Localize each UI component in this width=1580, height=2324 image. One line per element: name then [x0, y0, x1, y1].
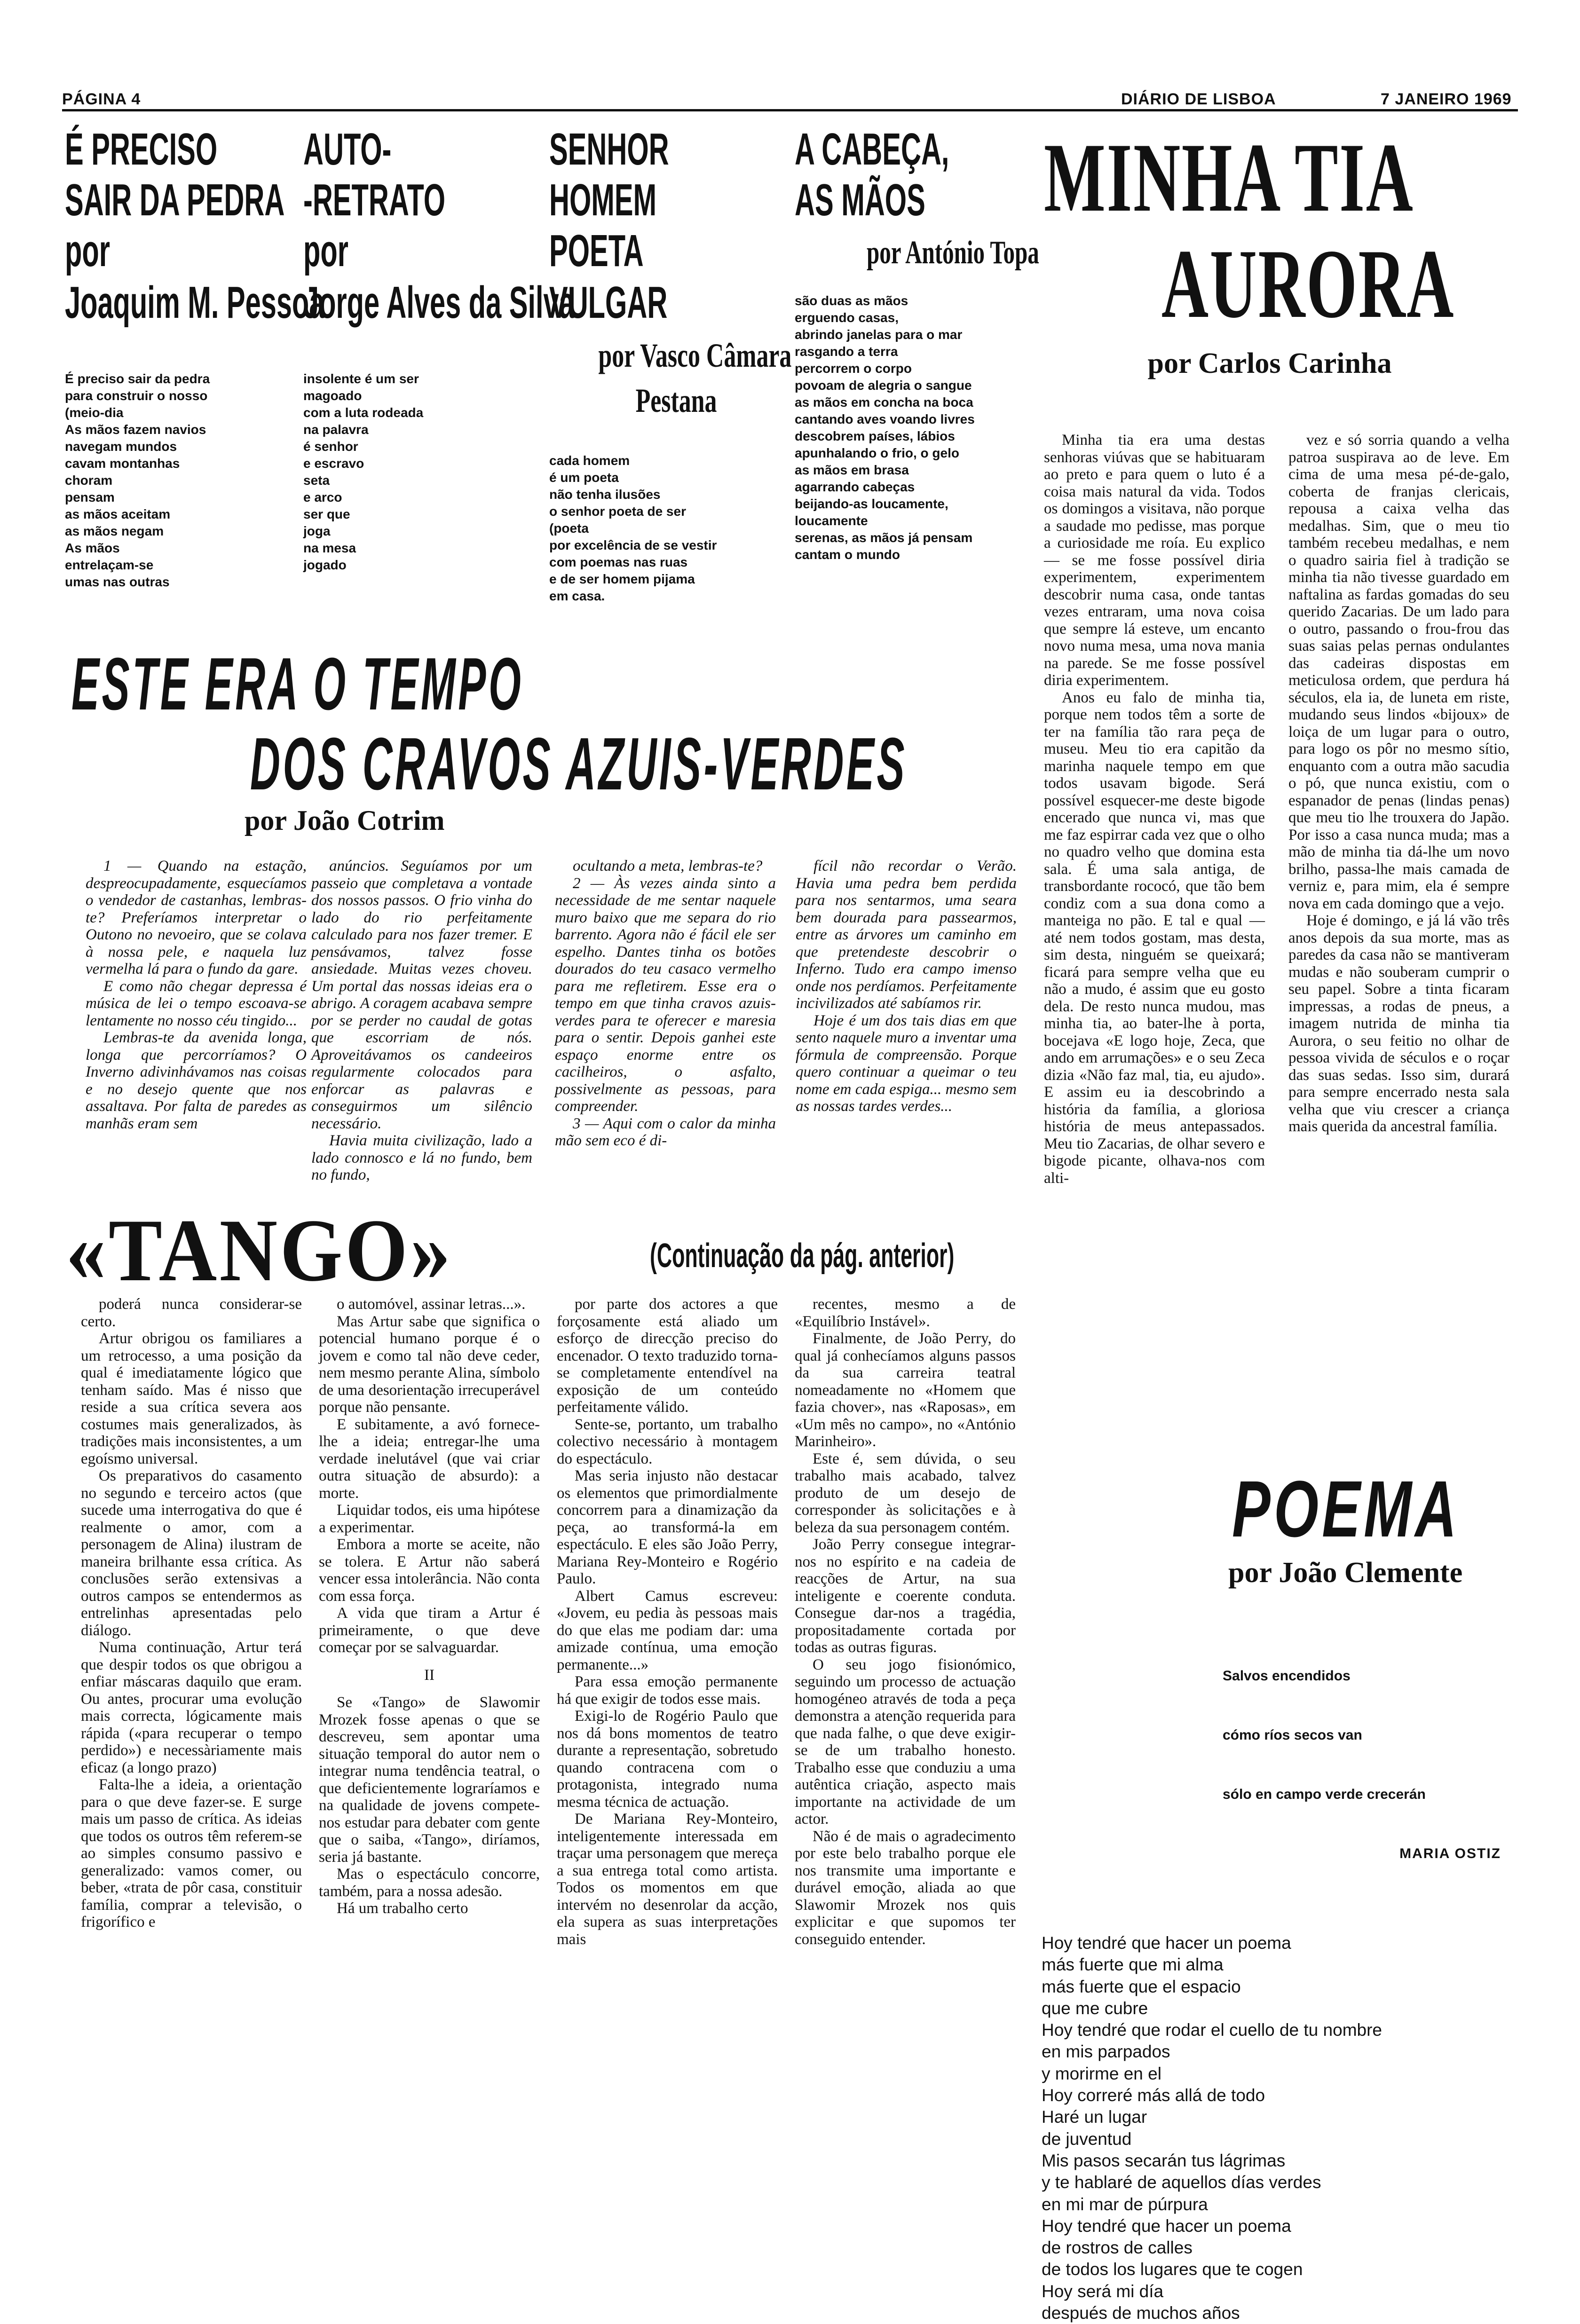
paragraph: O seu jogo fisionómico, seguindo um processo de actuação homogéneo através de toda a peça demonstra a atenção requerida para que nada falhe, o que deve exigir-se de um trabalho honesto. Trabalho esse que conduziu a uma autêntica criação, aspecto mais importante na actividade de um actor. — [795, 1656, 1016, 1828]
cravos-title-line: ESTE ERA O TEMPO — [71, 643, 524, 725]
page-number: PÁGINA 4 — [62, 90, 141, 108]
poem-title-line: A CABEÇA, — [795, 124, 949, 174]
verse-line: abrindo janelas para o mar — [795, 327, 963, 342]
verse-line: cantando aves voando livres — [795, 412, 975, 426]
paragraph: Mas seria injusto não destacar os elementos que primordialmente concorrem para a dinamização da peça, ao transformá-la em espectáculo. E eles são João Perry, Mariana Rey-Monteiro e Rogério Paulo. — [557, 1467, 778, 1587]
paragraph: ocultando a meta, lembras-te? — [573, 858, 763, 874]
paragraph: João Perry consegue integrar-nos no espírito e na cadeia de reacções de Artur, na sua inteligente e coerente conduta. Conseguе dar-nos a tragédia, propositadamente cortada por todas as outras figuras. — [795, 1536, 1016, 1656]
poem-title-line: HOMEM — [549, 175, 657, 225]
epigraph-line: cómo ríos secos van — [1223, 1727, 1362, 1743]
paragraph: Hoje é domingo, e já lá vão três anos depois da sua morte, mas as paredes da casa não se mantiveram mudas e não souberam cumprir o seu papel. Sobre a tinta ficaram impressas, a rodas de pneus, a imagem nutrida de minha tia Aurora, o seu feitio no olhar de pessoa vivida de séculos e o roçar das suas sedas. Isso sim, durará para sempre encerrado nesta sala velha que viu crescer a criança mais querida da ancestral família. — [1288, 912, 1509, 1135]
paragraph: 1 — Quando na estação, despreocupadamente, esquecíamos o vendedor de castanhas, lembras-te? Preferíamos interpretar o Outono no nevoeiro, que se colava à nossa pele, e naquela luz vermelha lá para o fundo da gare. — [86, 858, 307, 977]
verse-line: não tenha ilusões — [549, 487, 661, 502]
stanza — [549, 452, 794, 605]
verse-line: magoado — [303, 388, 362, 403]
poem-line: más fuerte que el espacio — [1042, 1977, 1241, 1996]
verse-line: ser que — [303, 507, 350, 521]
verse-line: (meio-dia — [65, 405, 124, 420]
verse-line: e escravo — [303, 456, 364, 471]
cravos-title — [62, 644, 1031, 804]
verse-line: e de ser homem pijama — [549, 572, 695, 586]
poema-title: POEMA — [1232, 1465, 1460, 1554]
verse-line: as mãos em concha na boca — [795, 395, 973, 410]
paragraph: recentes, mesmo a de «Equilíbrio Instável». — [795, 1296, 1016, 1330]
poem-senhor-homem — [549, 126, 794, 605]
verse-line: é senhor — [303, 439, 358, 454]
verse-line: por excelência de se vestir — [549, 538, 717, 552]
verse-line: em casa. — [549, 589, 605, 603]
poem-title — [303, 124, 575, 352]
paragraph: 3 — Aqui com o calor da minha mão sem eco é di- — [555, 1115, 776, 1149]
newspaper-name: DIÁRIO DE LISBOA — [1121, 90, 1276, 108]
poem-title-line: por — [65, 226, 110, 276]
paragraph: Os preparativos do casamento no segundo e terceiro actos (que sucede uma interrogativa do que é realmente o amor, com a personagem de Alina) ilustram de maneira brilhante essa crítica. As conclusões serão extensivas a outros campos se entendermos as entrelinhas apresentadas pelo diálogo. — [81, 1467, 302, 1639]
paragraph: E subitamente, a avó fornece-lhe a ideia; entregar-lhe uma verdade inelutável (que vai criar outra situação de absurdo): a morte. — [319, 1416, 540, 1502]
aurora-col-1 — [1044, 432, 1265, 1187]
cravos-byline: por João Cotrim — [245, 805, 445, 836]
verse-line: percorrem o corpo — [795, 361, 912, 376]
verse-line: apunhalando o frio, o gelo — [795, 446, 959, 460]
verse-line: na mesa — [303, 541, 356, 555]
verse-line: é um poeta — [549, 470, 619, 485]
cravos-col-1 — [86, 858, 307, 1132]
paragraph: 2 — Às vezes ainda sinto a necessidade de me sentar naquele muro baixo que me separa do rio barrento. Agora não é fácil ele ser espelho. Dantes tinha os botões dourados do teu casaco vermelho para me refletirem. Esse era o tempo em que tinha cravos azuis-verdes para te oferecer e maresia para o sentir. Depois ganhei este espaço enorme entre os cacilheiros, o asfalto, possivelmente as pessoas, para compreender. — [555, 874, 776, 1115]
verse-line: pensam — [65, 490, 115, 504]
poem-title-line: AUTO- — [303, 124, 392, 174]
poem-title-line: por — [303, 226, 348, 276]
poem-line: en mis parpados — [1042, 2042, 1170, 2062]
poem-line: de juventud — [1042, 2129, 1132, 2149]
poem-line: Hoy tendré que hacer un poema — [1042, 1933, 1291, 1953]
tango-header — [62, 1201, 1035, 1300]
aurora-byline: por Carlos Carinha — [1147, 347, 1392, 379]
poem-line: que me cubre — [1042, 1998, 1148, 2018]
tango-col-4 — [795, 1296, 1016, 1948]
poem-line: Hoy tendré que hacer un poema — [1042, 2216, 1291, 2236]
poema-byline: por João Clemente — [1228, 1557, 1463, 1589]
aurora-title — [1035, 123, 1519, 347]
stanza — [303, 438, 548, 506]
verse-line: com a luta rodeada — [303, 405, 424, 420]
verse-line: as mãos aceitam — [65, 507, 171, 521]
poem-verses — [65, 370, 309, 591]
poem-line: después de muchos años — [1042, 2303, 1240, 2323]
poem-title-line: AS MÃOS — [795, 175, 925, 225]
paragraph: Hoje é um dos tais dias em que sento naquele muro a inventar uma fórmula de compreensão. Porque quero continuar a queimar o teu nome em cada espiga... mesmo sem as nossas tardes verdes... — [796, 1012, 1017, 1115]
aurora-title-line: AURORA — [1161, 229, 1455, 339]
verse-line: serenas, as mãos já pensam — [795, 530, 973, 545]
cravos-title-line: DOS CRAVOS AZUIS-VERDES — [250, 723, 908, 805]
poem-title-line: É PRECISO — [65, 124, 218, 174]
tango-continuation: (Continuação da pág. anterior) — [650, 1237, 955, 1275]
verse-line: rasgando a terra — [795, 344, 898, 359]
poem-title — [795, 126, 1039, 234]
paragraph: E como não chegar depressa é música de lei o tempo escoava-se lentamente no nosso céu tingido... — [86, 977, 307, 1029]
poem-line: y te hablaré de aquellos días verdes — [1042, 2173, 1321, 2192]
poem-line: Hoy tendré que rodar el cuello de tu nombre — [1042, 2020, 1382, 2040]
verse-line: com poemas nas ruas — [549, 555, 688, 569]
poem-title-line: Joaquim M. Pessoa — [65, 277, 325, 328]
paragraph: Artur obrigou os familiares a um retrocesso, a uma posição da qual é imediatamente lógico que tenham saído. Mas é nisso que reside a sua crítica severa aos costumes mais generalizados, às tradições mais inconsistentes, a um egoísmo universal. — [81, 1330, 302, 1467]
cravos-col-2 — [311, 858, 532, 1184]
poem-title-line: -RETRATO — [303, 175, 445, 225]
verse-line: as mãos em brasa — [795, 463, 909, 477]
verse-line: (poeta — [549, 521, 589, 536]
verse-line: agarrando cabeças — [795, 480, 915, 494]
paragraph: Lembras-te da avenida longa, longa que percorríamos? O Inverno adivinhávamos nas coisas e no desejo quente que nos assaltava. Por falta de paredes as manhãs eram sem — [86, 1029, 307, 1132]
poem-line: Hoy correré más allá de todo — [1042, 2086, 1265, 2105]
poem-line: de rostros de calles — [1042, 2238, 1193, 2258]
verse-line: na palavra — [303, 422, 369, 437]
paragraph: Mas o espectáculo concorre, também, para a nossa adesão. — [319, 1866, 540, 1900]
verse-line: cavam montanhas — [65, 456, 180, 471]
verse-line: insolente é um ser — [303, 371, 419, 386]
tango-body — [62, 1296, 1035, 2180]
byline-line: Pestana — [635, 382, 717, 419]
verse-line: povoam de alegria o sangue — [795, 378, 972, 393]
paragraph: poderá nunca considerar-se certo. — [81, 1296, 302, 1330]
poem-verses — [795, 292, 1039, 563]
paragraph: II — [424, 1666, 434, 1684]
tango-section — [62, 1201, 1035, 2180]
poem-title — [65, 124, 325, 352]
epigraph-line: sólo en campo verde crecerán — [1223, 1787, 1426, 1802]
poem-byline — [568, 333, 792, 423]
verse-line: são duas as mãos — [795, 293, 908, 308]
poema-section — [1035, 1467, 1519, 2324]
stanza — [65, 540, 309, 591]
poem-verses — [303, 370, 548, 574]
poem-byline: por António Topa — [867, 235, 1039, 271]
poem-title-line: SAIR DA PEDRA — [65, 175, 285, 225]
verse-line: o senhor poeta de ser — [549, 504, 686, 519]
stanza — [65, 370, 309, 421]
issue-date: 7 JANEIRO 1969 — [1381, 90, 1512, 108]
poem-verses — [549, 452, 794, 605]
tango-col-3 — [557, 1296, 778, 1948]
verse-line: erguendo casas, — [795, 310, 899, 325]
stanza — [795, 343, 1039, 394]
paragraph: Numa continuação, Artur terá que despir todos os que obrigou a enfiar máscaras daquilo que eram. Ou antes, procurar uma evolução mais correcta, lógicamente mais rápida («para recuperar o tempo perdido») e necessàriamente mais eficaz (a longo prazo) — [81, 1639, 302, 1776]
cravos-section — [62, 644, 1031, 1248]
poem-title — [549, 126, 794, 333]
stanza — [795, 394, 1039, 462]
paragraph: Havia muita civilização, lado a lado connosco e lá no fundo, bem no fundo, — [311, 1132, 532, 1183]
verse-line: descobrem países, lábios — [795, 429, 955, 443]
paragraph: Liquidar todos, eis uma hipótese a experimentar. — [319, 1502, 540, 1536]
epigraph-line: Salvos encendidos — [1223, 1668, 1351, 1684]
stanza — [795, 529, 1039, 563]
paragraph: Anos eu falo de minha tia, porque nem todos têm a sorte de ter na família tão rara peça de museu. Meu tio era capitão da marinha naquele tempo em que todos usavam bigode. Será possível esquecer-me deste bigode encerado que nunca vi, mas que me faz espirrar cada vez que o olho no quadro velho que domina esta sala. É uma sala antiga, de transbordante rococó, que tão bem condiz com a sua dona como a manteiga no pão. E tal e qual — até nem todos gostam, mas desta, sim desta, ninguém se queixará; ficará para sempre velha que eu não a mudo, é assim que eu gosto dela. De resto nunca mudou, mas minha tia, ao bater-lhe à porta, bocejava «E logo hoje, Zeca, que ando em arrumações» e o seu Zeca dizia «Não faz mal, tia, eu ajudo». E assim eu ia descobrindo a história da família, a gloriosa história de meus antepassados. Meu tio Zacarias, de olhar severo e bigode picante, olhava-nos com alti- — [1044, 689, 1265, 1187]
paragraph: Se «Tango» de Slawomir Mrozek fosse apenas o que se descreveu, sem apontar uma situação temporal do autor nem o integrar numa tendência teatral, o que deficientemente lograríamos e na qualidade de jovens compete-nos estudar para debater com gente que o saiba, «Tango», diríamos, seria já bastante. — [319, 1694, 540, 1866]
verse-line: É preciso sair da pedra — [65, 371, 210, 386]
paragraph: A vida que tiram a Artur é primeiramente, o que deve começar por se salvaguardar. — [319, 1605, 540, 1656]
aurora-title-line: MINHA TIA — [1044, 123, 1414, 232]
paragraph: anúncios. Seguíamos por um passeio que completava a vontade dos nossos passos. O frio vinha do lado do rio perfeitamente calculado para nos fazer tremer. E pensávamos, talvez fosse ansiedade. Muitas vezes choveu. Um portal das nossas ideias era o abrigo. A coragem acabava sempre por se perder no caudal de gotas que escorriam de nós. Aproveitávamos os candeeiros regularmente colocados para enforcar as palavras e conseguirmos um silêncio necessário. — [311, 858, 532, 1132]
verse-line: cada homem — [549, 453, 630, 468]
aurora-section — [1035, 123, 1519, 1419]
verse-line: beijando-as loucamente, — [795, 496, 948, 511]
verse-line: para construir o nosso — [65, 388, 208, 403]
poem-title-line: POETA — [549, 226, 644, 276]
byline-line: por Vasco Câmara — [598, 337, 792, 374]
cravos-col-4 — [796, 858, 1017, 1115]
poem-cabeca-maos — [795, 126, 1039, 563]
paragraph: Há um trabalho certo — [337, 1900, 468, 1917]
poem-line: Mis pasos secarán tus lágrimas — [1042, 2151, 1286, 2170]
poem-line: en mi mar de púrpura — [1042, 2194, 1208, 2214]
paragraph: Para essa emoção permanente há que exigir de todos esse mais. — [557, 1673, 778, 1708]
verse-line: umas nas outras — [65, 575, 170, 589]
stanza — [795, 292, 1039, 343]
header-rule — [62, 109, 1518, 111]
verse-line: entrelaçam-se — [65, 558, 154, 572]
tango-title: «TANGO» — [66, 1201, 453, 1300]
cravos-body — [62, 858, 1031, 1248]
verse-line: As mãos — [65, 541, 120, 555]
poem-title-line: VULGAR — [549, 277, 668, 328]
verse-line: navegam mundos — [65, 439, 177, 454]
poema-epigraph — [1223, 1627, 1519, 1903]
paragraph: Mas Artur sabe que significa o potencial humano porque é o jovem e como tal não deve ceder, nem mesmo perante Alina, símbolo de uma desorientação irrecuperável porque não pensante. — [319, 1313, 540, 1416]
cravos-col-3 — [555, 858, 776, 1150]
poem-title-line: Jorge Alves da Silva — [303, 277, 575, 328]
aurora-col-2 — [1288, 432, 1509, 1135]
poema-lines — [1042, 1932, 1519, 2324]
paragraph: De Mariana Rey-Monteiro, inteligentemente interessada em traçar uma personagem que mereça a sua entrega total como artista. Todos os momentos em que intervém no desenrolar da acção, ela supera as suas interpretações mais — [557, 1811, 778, 1948]
paragraph: por parte dos actores a que forçosamente está aliado um esforço de direcção preciso do encenador. O texto traduzido torna-se completamente entendível na exposição de um conteúdo perfeitamente válido. — [557, 1296, 778, 1416]
verse-line: loucamente — [795, 513, 868, 528]
verse-line: cantam o mundo — [795, 547, 901, 562]
tango-col-1 — [81, 1296, 302, 1931]
paragraph: Sente-se, portanto, um trabalho colectivo necessário à montagem do espectáculo. — [557, 1416, 778, 1467]
aurora-body — [1035, 432, 1519, 1419]
paragraph: o automóvel, assinar letras...». — [337, 1296, 526, 1313]
poem-line: Haré un lugar — [1042, 2107, 1147, 2127]
paragraph: Embora a morte se aceite, não se tolera. E Artur não saberá vencer essa intolerância. Não conta com essa força. — [319, 1536, 540, 1605]
poem-line: Hoy será mi día — [1042, 2281, 1164, 2301]
paragraph: Este é, sem dúvida, o seu trabalho mais acabado, talvez produto de um desejo de corresponder às solicitações e à beleza da sua personagem contém. — [795, 1450, 1016, 1536]
verse-line: seta — [303, 473, 330, 488]
paragraph: Falta-lhe a ideia, a orientação para o que deve fazer-se. E surge mais um passo de crítica. As ideias que todos os outros têm referem-se ao simples consumo passivo e generalizado: vamos comer, ou beber, «trata de pôr casa, constituir família, comprar a televisão, o frigorífico e — [81, 1776, 302, 1930]
stanza — [65, 421, 309, 540]
poem-line: de todos los lugares que te cogen — [1042, 2260, 1303, 2279]
paragraph: fícil não recordar o Verão. Havia uma pedra bem perdida para nos sentarmos, uma seara bem dourada para passearmos, entre as árvores um caminho em que pretendeste descobrir o Inferno. Tudo era campo imenso onde nos perdíamos. Perfeitamente incivilizados até sabíamos rir. — [796, 858, 1017, 1012]
verse-line: as mãos negam — [65, 524, 164, 538]
verse-line: e arco — [303, 490, 342, 504]
epigraph-author: MARIA OSTIZ — [1399, 1846, 1501, 1861]
stanza — [303, 506, 548, 574]
paragraph: vez e só sorria quando a velha patroa suspirava ao de leve. Em cima de uma mesa pé-de-galo, coberta de franjas clericais, repousa a caixa velha das medalhas. Sim, que o meu tio também recebeu medalhas, e nem o quadro sairia fiel à tradição se minha tia não tivesse guardado em naftalina as fardas gomadas do seu querido Zacarias. De um lado para o outro, passando o frou-frou das suas saias pelas pernas ondulantes das cadeiras dispostas em meticulosa ordem, que perdura há séculos, ela ia, de luneta em riste, mudando seus lindos «bijoux» de loiça de um lugar para o outro, para logo os pôr no mesmo sítio, enquanto com a outra mão sacudia o pó, que nunca existiu, com o espanador de penas (lindas penas) que meu tio lhe trouxera do Japão. Por isso a casa nunca muda; mas a mão de minha tia dá-lhe um novo brilho, passa-lhe mais camada de verniz e, para mim, ela é sempre nova em cada domingo que a vejo. — [1288, 432, 1509, 912]
poem-line: y morirme en el — [1042, 2064, 1161, 2083]
verse-line: choram — [65, 473, 113, 488]
tango-col-2 — [319, 1296, 540, 1917]
verse-line: As mãos fazem navios — [65, 422, 206, 437]
verse-line: joga — [303, 524, 331, 538]
stanza — [795, 462, 1039, 529]
paragraph: Albert Camus escreveu: «Jovem, eu pedia às pessoas mais do que elas me podiam dar: uma amizade contínua, uma emoção permanente...» — [557, 1587, 778, 1673]
poem-title-line: SENHOR — [549, 124, 669, 174]
paragraph: Exigi-lo de Rogério Paulo que nos dá bons momentos de teatro durante a representação, sobretudo quando contracena com o protagonista, integrado numa mesma técnica de actuação. — [557, 1708, 778, 1811]
paragraph: Não é de mais o agradecimento por este belo trabalho porque ele nos transmite uma importante e durável emoção, aliada ao que Slawomir Mrozek nos quis explicitar e que supomos ter conseguido entender. — [795, 1828, 1016, 1948]
paragraph: Finalmente, de João Perry, do qual já conhecíamos alguns passos da sua carreira teatral nomeadamente no «Homem que fazia chover», nas «Raposas», em «Um mês no campo», no «António Marinheiro». — [795, 1330, 1016, 1450]
verse-line: jogado — [303, 558, 347, 572]
stanza — [303, 370, 548, 438]
paragraph: Minha tia era uma destas senhoras viúvas que se habituaram ao preto e para quem o luto é a coisa mais natural da vida. Todos os domingos a visitava, não porque a saudade mo pedisse, mas porque a curiosidade me roía. Eu explico — se me fosse possível diria experimentem, experimentem descobrir numa casa, onde tantas vezes entraram, uma nova coisa que sempre lá esteve, um encanto novo numa mesa, uma nova mania na parede. Se me fosse possível diria experimentem. — [1044, 432, 1265, 689]
poem-line: más fuerte que mi alma — [1042, 1955, 1224, 1975]
